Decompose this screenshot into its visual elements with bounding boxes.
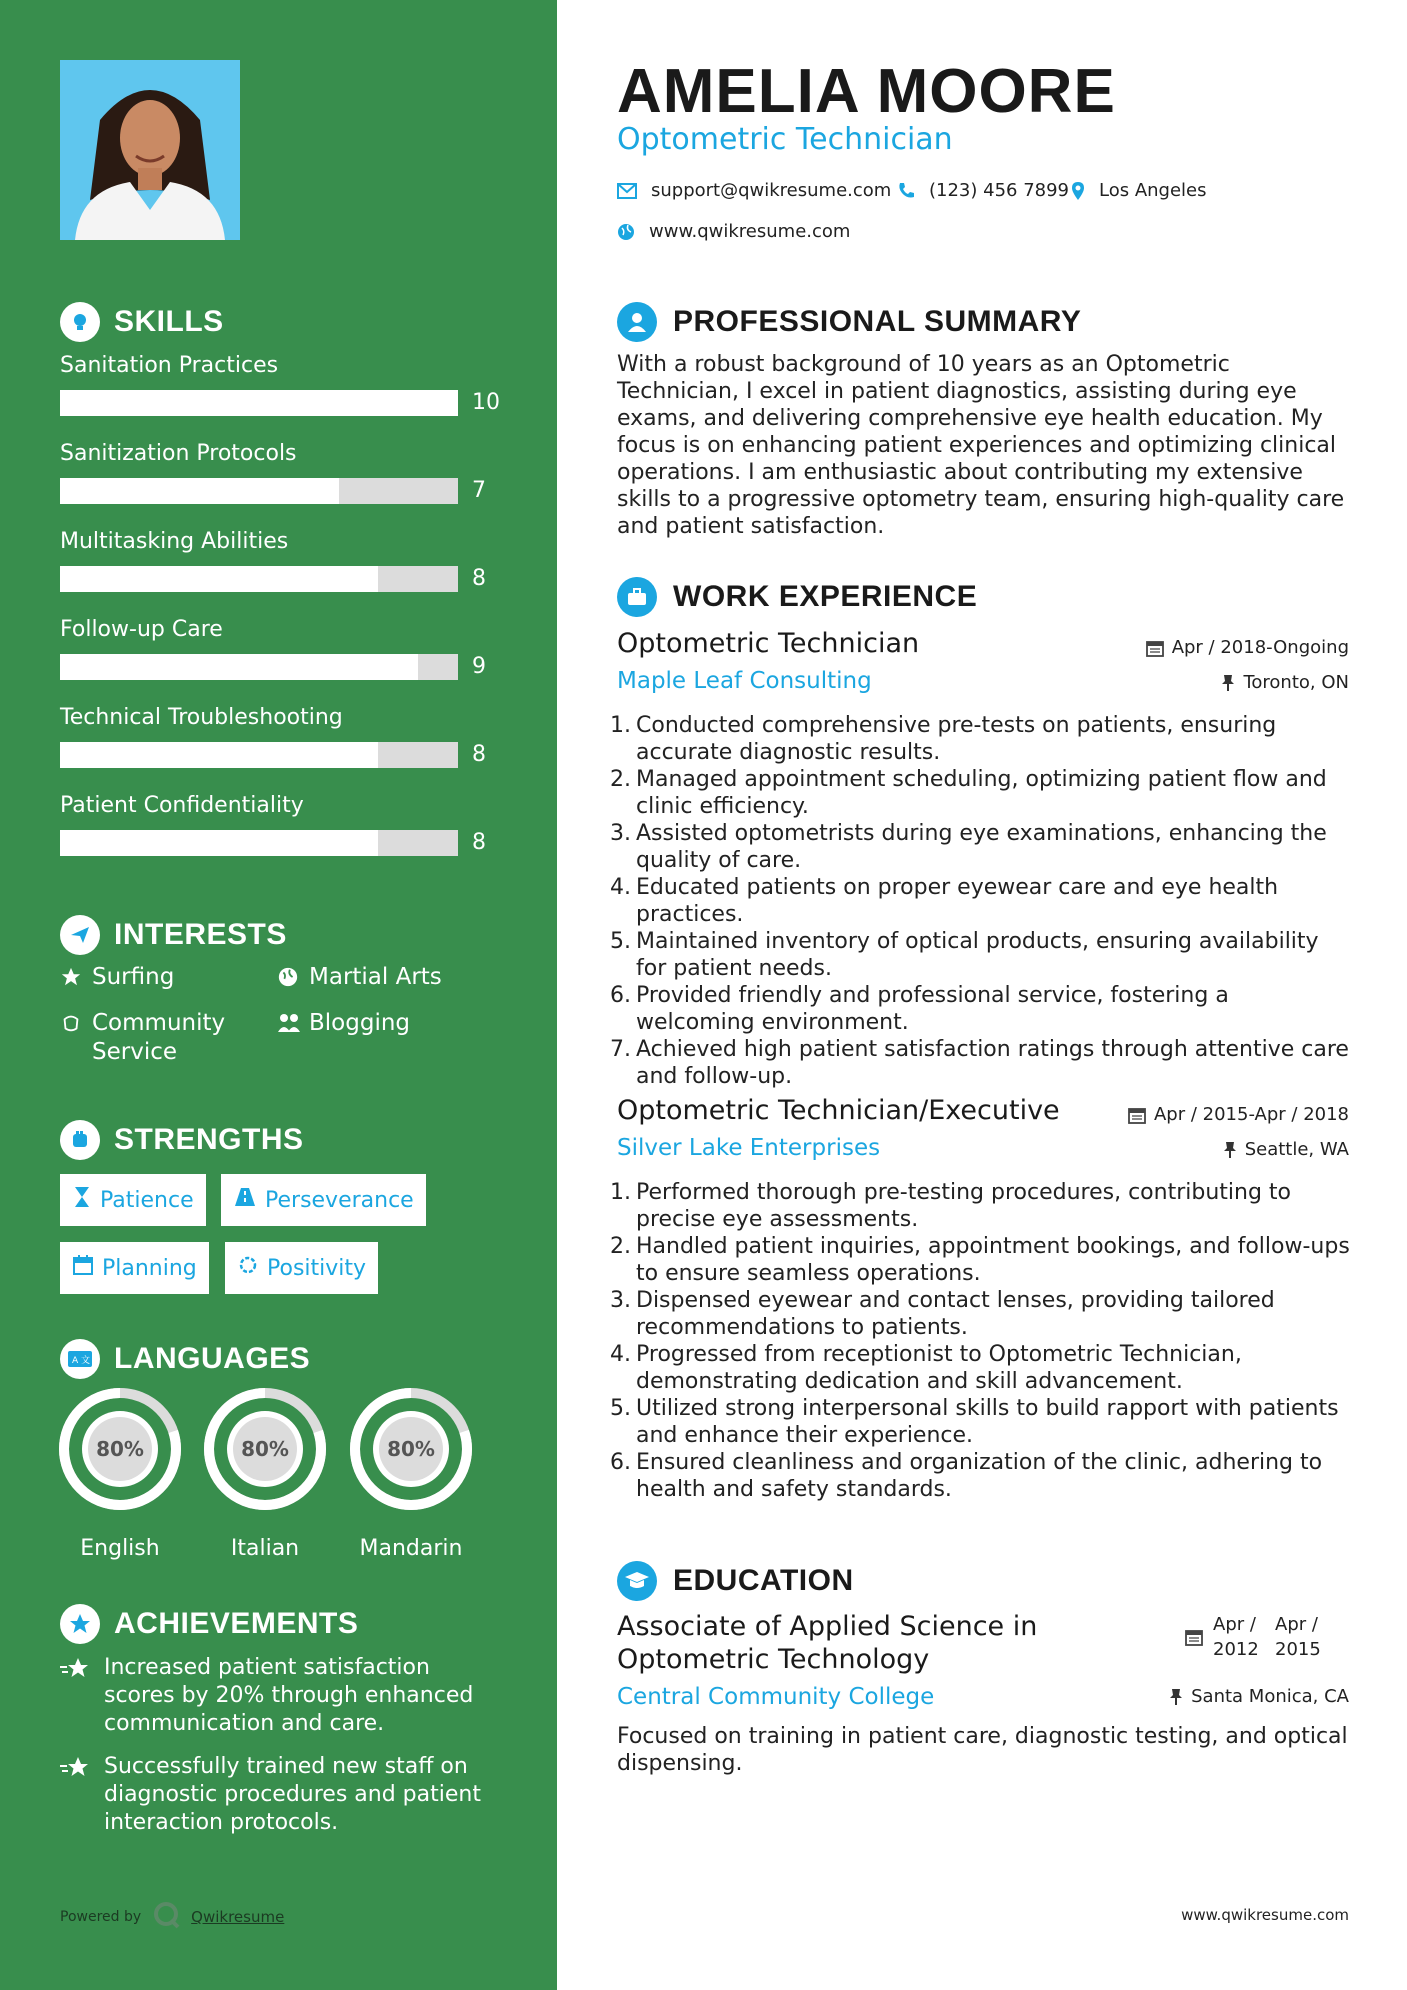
interest-item: Blogging bbox=[277, 1009, 497, 1042]
calendar-icon bbox=[1146, 639, 1164, 657]
pushpin-icon bbox=[1221, 674, 1235, 692]
language-item: 80% English bbox=[57, 1386, 183, 1561]
education-degree: Associate of Applied Science in Optometric Technology bbox=[617, 1611, 1038, 1675]
job-bullets bbox=[610, 1179, 1352, 1503]
star-badge-icon bbox=[60, 1604, 100, 1644]
job-title: Optometric Technician bbox=[617, 628, 920, 659]
qwikresume-logo-icon bbox=[151, 1900, 181, 1934]
road-icon bbox=[233, 1186, 257, 1214]
list-item: 1. Performed thorough pre-testing procedures, contributing to precise eye assessments. bbox=[610, 1180, 1291, 1232]
skill-level: 8 bbox=[472, 830, 486, 855]
education-heading: EDUCATION bbox=[617, 1561, 854, 1601]
fist-icon bbox=[60, 1120, 100, 1160]
skill-level: 8 bbox=[472, 566, 486, 591]
user-icon bbox=[617, 302, 657, 342]
skill-bar-fill bbox=[60, 742, 378, 768]
skill-bar bbox=[60, 742, 458, 768]
envelope-icon bbox=[617, 183, 637, 199]
list-item: 2. Handled patient inquiries, appointment bookings, and follow-ups to ensure seamless operations. bbox=[610, 1234, 1350, 1286]
job-company: Maple Leaf Consulting bbox=[617, 668, 872, 694]
paper-plane-icon bbox=[60, 915, 100, 955]
star-icon bbox=[60, 1753, 92, 1837]
skill-name: Multitasking Abilities bbox=[60, 529, 289, 554]
skill-bar-fill bbox=[60, 478, 339, 504]
users-icon bbox=[277, 1009, 301, 1042]
interest-item: Community Service bbox=[60, 1009, 260, 1067]
list-item: 4. Educated patients on proper eyewear care and eye health practices. bbox=[610, 875, 1279, 927]
star-icon bbox=[60, 1654, 92, 1738]
skills-heading: SKILLS bbox=[60, 302, 224, 342]
list-item: 5. Utilized strong interpersonal skills to build rapport with patients and enhance their experience. bbox=[610, 1396, 1339, 1448]
job-company: Silver Lake Enterprises bbox=[617, 1135, 881, 1161]
phone-icon bbox=[897, 182, 915, 200]
contact-email bbox=[617, 180, 891, 201]
list-item: 4. Progressed from receptionist to Optometric Technician, demonstrating dedication and skill advancement. bbox=[610, 1342, 1242, 1394]
education-dates: Apr / 2012 Apr / 2015 bbox=[1185, 1612, 1327, 1662]
skill-bar bbox=[60, 566, 458, 592]
list-item: 5. Maintained inventory of optical products, ensuring availability for patient needs. bbox=[610, 929, 1319, 981]
education-school: Central Community College bbox=[617, 1684, 935, 1710]
skill-bar-fill bbox=[60, 654, 418, 680]
skill-bar bbox=[60, 654, 458, 680]
strength-tag: Patience bbox=[60, 1174, 206, 1226]
job-location: Seattle, WA bbox=[1223, 1139, 1349, 1160]
achievement-item: Successfully trained new staff on diagnostic procedures and patient interaction protocols. bbox=[60, 1753, 500, 1837]
achievement-item: Increased patient satisfaction scores by 20% through enhanced communication and care. bbox=[60, 1654, 500, 1738]
skill-name: Sanitation Practices bbox=[60, 353, 279, 378]
calendar-icon bbox=[1185, 1628, 1203, 1646]
summary-text: With a robust background of 10 years as an Optometric Technician, I excel in patient diagnostics, assisting during eye exams, and delivering comprehensive eye health education. My focus is on enhancing patient experiences and optimizing clinical operations. I am enthusiastic about contributing my extensive skills to a progressive optometry team, ensuring high-quality care and patient satisfaction. bbox=[617, 352, 1345, 539]
list-item: 6. Provided friendly and professional service, fostering a welcoming environment. bbox=[610, 983, 1229, 1035]
language-item: 80% Mandarin bbox=[348, 1386, 474, 1561]
skill-bar bbox=[60, 390, 458, 416]
interest-item: Surfing bbox=[60, 963, 260, 996]
profile-photo bbox=[60, 60, 240, 240]
calendar-icon bbox=[1128, 1106, 1146, 1124]
list-item: 6. Ensured cleanliness and organization of the clinic, adhering to health and safety standards. bbox=[610, 1450, 1323, 1502]
list-item: 7. Achieved high patient satisfaction ratings through attentive care and follow-up. bbox=[610, 1037, 1349, 1089]
candidate-role: Optometric Technician bbox=[617, 122, 953, 157]
skill-bar bbox=[60, 478, 458, 504]
skill-level: 8 bbox=[472, 742, 486, 767]
website-link[interactable]: www.qwikresume.com bbox=[649, 221, 851, 242]
strength-tag: Positivity bbox=[225, 1242, 378, 1294]
qwikresume-link[interactable]: Qwikresume bbox=[191, 1908, 285, 1926]
skill-level: 9 bbox=[472, 654, 486, 679]
list-item: 2. Managed appointment scheduling, optimizing patient flow and clinic efficiency. bbox=[610, 767, 1327, 819]
contact-phone: (123) 456 7899 bbox=[897, 180, 1069, 201]
sidebar bbox=[0, 0, 557, 1990]
summary-heading: PROFESSIONAL SUMMARY bbox=[617, 302, 1081, 342]
list-item: 3. Dispensed eyewear and contact lenses, providing tailored recommendations to patients. bbox=[610, 1288, 1275, 1340]
star-icon bbox=[60, 963, 84, 996]
sun-icon bbox=[237, 1254, 259, 1282]
globe-icon bbox=[617, 223, 635, 241]
skill-bar bbox=[60, 830, 458, 856]
svg-text:A: A bbox=[72, 1356, 79, 1366]
education-location: Santa Monica, CA bbox=[1169, 1686, 1349, 1707]
pushpin-icon bbox=[1169, 1688, 1183, 1706]
list-item: 1. Conducted comprehensive pre-tests on patients, ensuring accurate diagnostic results. bbox=[610, 713, 1277, 765]
footer-url[interactable]: www.qwikresume.com bbox=[1181, 1906, 1349, 1924]
skill-name: Technical Troubleshooting bbox=[60, 705, 343, 730]
job-dates: Apr / 2018-Ongoing bbox=[1146, 637, 1349, 658]
languages-heading: A 文 LANGUAGES bbox=[60, 1339, 310, 1379]
contact-website bbox=[617, 221, 850, 242]
graduation-cap-icon bbox=[617, 1561, 657, 1601]
job-title: Optometric Technician/Executive bbox=[617, 1095, 1060, 1126]
calendar-icon bbox=[72, 1254, 94, 1282]
skill-bar-fill bbox=[60, 830, 378, 856]
strength-tag: Planning bbox=[60, 1242, 209, 1294]
globe-icon bbox=[277, 963, 301, 996]
hand-icon bbox=[60, 1009, 84, 1067]
briefcase-icon bbox=[617, 577, 657, 617]
job-bullets bbox=[610, 712, 1352, 1090]
skill-level: 7 bbox=[472, 478, 486, 503]
language-item: 80% Italian bbox=[202, 1386, 328, 1561]
contact-location: Los Angeles bbox=[1071, 180, 1207, 201]
language-icon bbox=[60, 1339, 100, 1379]
skill-bar-fill bbox=[60, 390, 458, 416]
candidate-name: AMELIA MOORE bbox=[617, 57, 1116, 126]
email-link[interactable]: support@qwikresume.com bbox=[651, 180, 892, 201]
job-dates: Apr / 2015-Apr / 2018 bbox=[1128, 1104, 1349, 1125]
skill-name: Patient Confidentiality bbox=[60, 793, 304, 818]
strengths-heading: STRENGTHS bbox=[60, 1120, 304, 1160]
lightbulb-icon bbox=[60, 302, 100, 342]
skill-name: Sanitization Protocols bbox=[60, 441, 297, 466]
skill-level: 10 bbox=[472, 390, 500, 415]
job-location: Toronto, ON bbox=[1221, 672, 1349, 693]
list-item: 3. Assisted optometrists during eye examinations, enhancing the quality of care. bbox=[610, 821, 1327, 873]
education-description: Focused on training in patient care, diagnostic testing, and optical dispensing. bbox=[617, 1724, 1348, 1776]
hourglass-icon bbox=[72, 1186, 92, 1214]
skill-name: Follow-up Care bbox=[60, 617, 223, 642]
pushpin-icon bbox=[1223, 1141, 1237, 1159]
svg-text:文: 文 bbox=[81, 1356, 91, 1366]
achievements-heading: ACHIEVEMENTS bbox=[60, 1604, 358, 1644]
interest-item: Martial Arts bbox=[277, 963, 497, 996]
map-pin-icon bbox=[1071, 181, 1085, 201]
strength-tag: Perseverance bbox=[221, 1174, 426, 1226]
powered-by: Powered by Qwikresume bbox=[60, 1900, 284, 1934]
interests-heading: INTERESTS bbox=[60, 915, 287, 955]
skill-bar-fill bbox=[60, 566, 378, 592]
experience-heading: WORK EXPERIENCE bbox=[617, 577, 977, 617]
